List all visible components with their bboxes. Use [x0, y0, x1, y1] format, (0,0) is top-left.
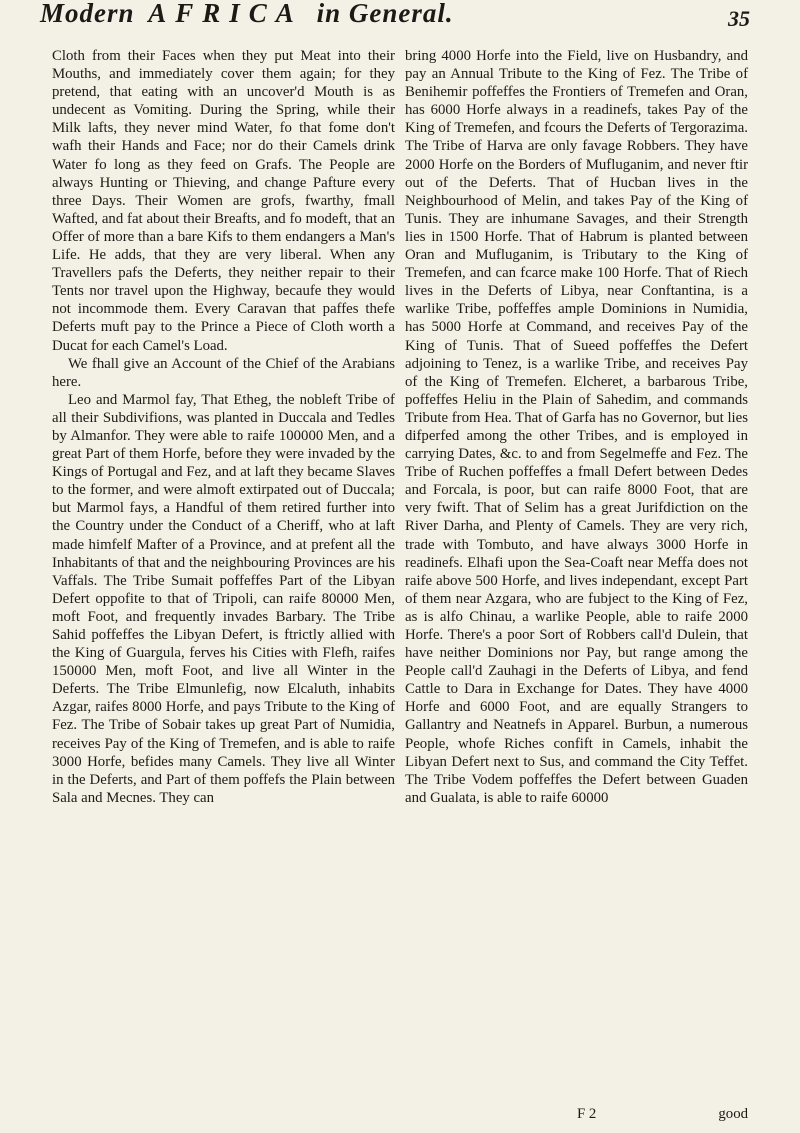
running-head-post: in General. [316, 0, 454, 28]
right-paragraph-1: bring 4000 Horfe into the Field, live on Husbandry, and pay an Annual Tribute to the King of Fez. The Tribe of Benihemir poffeffes the Frontiers of Tremefen and Oran, has 6000 Horfe always in a readinefs, takes Pay of the King of Tremefen, and fcours the Deferts of Tergorazima. The Tribe of Harva are only favage Robbers. They have 2000 Horfe on the Borders of Mufluganim, and never ftir out of the Deferts. That of Hucban lives in the Neighbourhood of Melin, and takes Pay of the King of Tunis. They are inhumane Savages, and their Strength lies in 1500 Horfe. That of Habrum is planted between Oran and Mufluganim, is Tributary to the King of Tremefen, and can fcarce make 100 Horfe. That of Riech lives in the Deferts of Libya, near Conftantina, is a warlike Tribe, poffeffes ample Dominions in Numidia, has 5000 Horfe at Command, and receives Pay of the King of Tunis. That of Sueed poffeffes the Defert adjoining to Tenez, is a warlike Tribe, and receives Pay of the King of Tremefen. Elcheret, a barbarous Tribe, poffeffes Heliu in the Plain of Sahedim, and commands Tribute from Hea. That of Garfa has no Governor, but lies difperfed among the other Tribes, and is employed in carrying Dates, &c. to and from Segelmeffe and Fez. The Tribe of Ruchen poffeffes a fmall Defert between Dedes and Forcala, is poor, but can raife 8000 Foot, that are very fwift. That of Selim has a great Jurifdiction on the River Darha, and Plenty of Camels. They are very rich, trade with Tombuto, and have always 3000 Horfe in readinefs. Elhafi upon the Sea-Coaft near Meffa does not raife above 500 Horfe, and lives independant, except Part of them near Azgara, who are fubject to the King of Fez, as is alfo Chinau, a warlike People, able to raife 2000 Horfe. There's a poor Sort of Robbers call'd Dulein, that have neither Dominions nor Pay, but range among the People call'd Zauhagi in the Deferts of Libya, and fend Cattle to Dara in Exchange for Dates. They have 4000 Horfe and 6000 Foot, and are equally Strangers to Gallantry and Neatnefs in Apparel. Burbun, a numerous People, whofe Riches confift in Camels, inhabit the Libyan Defert next to Sus, and command the City Teffet. The Tribe Vodem poffeffes the Defert between Guaden and Gualata, is able to raife 60000 [405, 48, 748, 806]
page-footer [405, 1106, 748, 1126]
left-column [52, 47, 395, 807]
signature-mark: F 2 [577, 1106, 597, 1122]
running-head-africa: AFRICA [148, 0, 303, 28]
right-column [405, 47, 748, 807]
running-head-pre: Modern [40, 0, 135, 28]
left-paragraph-3: Leo and Marmol fay, That Etheg, the nobleft Tribe of all their Subdivifions, was planted in Duccala and Tedles by Almanfor. They were able to raife 100000 Men, and a great Part of them Horfe, before they were invaded by the Kings of Portugal and Fez, and at laft they became Slaves to the former, and were almoft extirpated out of Duccala; but Marmol fays, a Handful of them retired further into the Country under the Conduct of a Cheriff, who at laft made himfelf Mafter of a Province, and at prefent all the Inhabitants of that and the neighbouring Provinces are his Vaffals. The Tribe Sumait poffeffes Part of the Libyan Defert oppofite to that of Tripoli, can raife 80000 Men, moft Foot, and frequently invades Barbary. The Tribe Sahid poffeffes the Libyan Defert, is ftrictly allied with the King of Guargula, ferves his Cities with Flefh, raifes 150000 Men, moft Foot, and live all Winter in the Deferts. The Tribe Elmunlefig, now Elcaluth, inhabits Azgar, raifes 8000 Horfe, and pays Tribute to the King of Fez. The Tribe of Sobair takes up great Part of Numidia, receives Pay of the King of Tremefen, and is able to raife 3000 Horfe, befides many Camels. They live all Winter in the Deferts, and Part of them poffefs the Plain between Sala and Mecnes. They can [52, 391, 395, 806]
left-paragraph-2: We fhall give an Account of the Chief of the Arabians here. [52, 355, 395, 390]
page-number: 35 [728, 6, 750, 31]
running-head [40, 0, 454, 29]
catchword: good [718, 1106, 748, 1122]
left-paragraph-1: Cloth from their Faces when they put Meat into their Mouths, and immediately cover them again; for they pretend, that eating with an uncover'd Mouth is as undecent as Vomiting. During the Spring, while their Milk lafts, they never mind Water, fo that fome don't wafh their Hands and Face; nor do their Camels drink Water fo long as they feed on Grafs. The People are always Hunting or Thieving, and change Pafture every three Days. Their Women are grofs, fwarthy, fmall Wafted, and fat about their Breafts, and fo modeft, that an Offer of more than a bare Kifs to them endangers a Man's Life. He adds, that they are very liberal. When any Travellers pafs the Deferts, they neither repair to their Tents nor travel upon the Highway, becaufe they would not incommode them. Every Caravan that paffes thefe Deferts muft pay to the Prince a Piece of Cloth worth a Ducat for each Camel's Load. [52, 48, 395, 354]
page-header [0, 0, 800, 40]
